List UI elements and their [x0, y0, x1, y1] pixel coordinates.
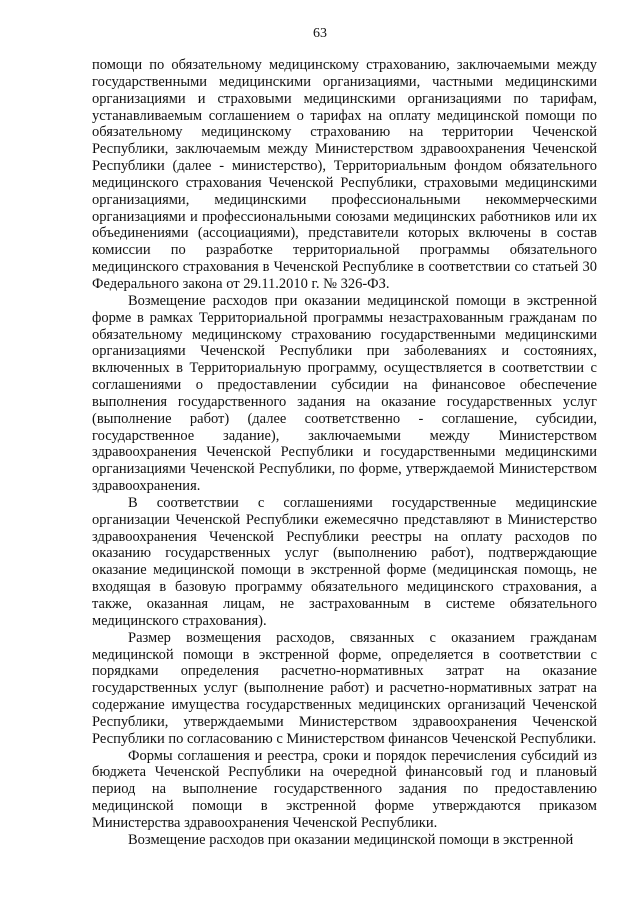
- paragraph-1: помощи по обязательному медицинскому страхованию, заключаемыми между государственными медицинскими организациями, частными медицинскими организациями и страховыми медицинскими организациями по тарифам, устанавливаемым соглашением о тарифах на оплату медицинской помощи по обязательному медицинскому страхованию на территории Чеченской Республики, заключаемым между Министерством здравоохранения Чеченской Республики (далее - министерство), Территориальным фондом обязательного медицинского страхования Чеченской Республики, страховыми медицинскими организациями, медицинскими профессиональными некоммерческими организациями и профессиональными союзами медицинских работников или их объединениями (ассоциациями), представители которых включены в состав комиссии по разработке территориальной программы обязательного медицинского страхования в Чеченской Республике в соответствии со статьей 30 Федерального закона от 29.11.2010 г. № 326-ФЗ.: [92, 57, 597, 292]
- page-number: 63: [313, 26, 327, 41]
- paragraph-4: Размер возмещения расходов, связанных с оказанием гражданам медицинской помощи в экстренной форме, определяется в соответствии с порядками определения расчетно-нормативных затрат на оказание государственных услуг (выполнение работ) и расчетно-нормативных затрат на содержание имущества государственных медицинских организаций Чеченской Республики, утверждаемыми Министерством здравоохранения Чеченской Республики по согласованию с Министерством финансов Чеченской Республики.: [92, 629, 597, 747]
- paragraph-2: Возмещение расходов при оказании медицинской помощи в экстренной форме в рамках Территориальной программы незастрахованным гражданам по обязательному медицинскому страхованию государственными медицинскими организациями Чеченской Республики при заболеваниях и состояниях, включенных в Территориальную программу, осуществляется в соответствии с соглашениями о предоставлении субсидии на финансовое обеспечение выполнения государственного задания на оказание государственных услуг (выполнение работ) (далее соответственно - соглашение, субсидии, государственное задание), заключаемыми между Министерством здравоохранения Чеченской Республики и государственными медицинскими организациями Чеченской Республики, по форме, утверждаемой Министерством здравоохранения.: [92, 292, 597, 495]
- paragraph-6: Возмещение расходов при оказании медицинской помощи в экстренной: [128, 831, 574, 848]
- paragraph-3: В соответствии с соглашениями государственные медицинские организации Чеченской Республики ежемесячно представляют в Министерство здравоохранения Чеченской Республики реестры на оплату расходов по оказанию государственных услуг (выполнению работ), подтверждающие оказание медицинской помощи в экстренной форме (медицинская помощь, не входящая в базовую программу обязательного медицинского страхования, а также, оказанная лицам, не застрахованным в системе обязательного медицинского страхования).: [92, 494, 597, 629]
- document-body: [92, 57, 597, 849]
- paragraph-5: Формы соглашения и реестра, сроки и порядок перечисления субсидий из бюджета Чеченской Республики на очередной финансовый год и плановый период на выполнение государственного задания по предоставлению медицинской помощи в экстренной форме утверждаются приказом Министерства здравоохранения Чеченской Республики.: [92, 747, 597, 831]
